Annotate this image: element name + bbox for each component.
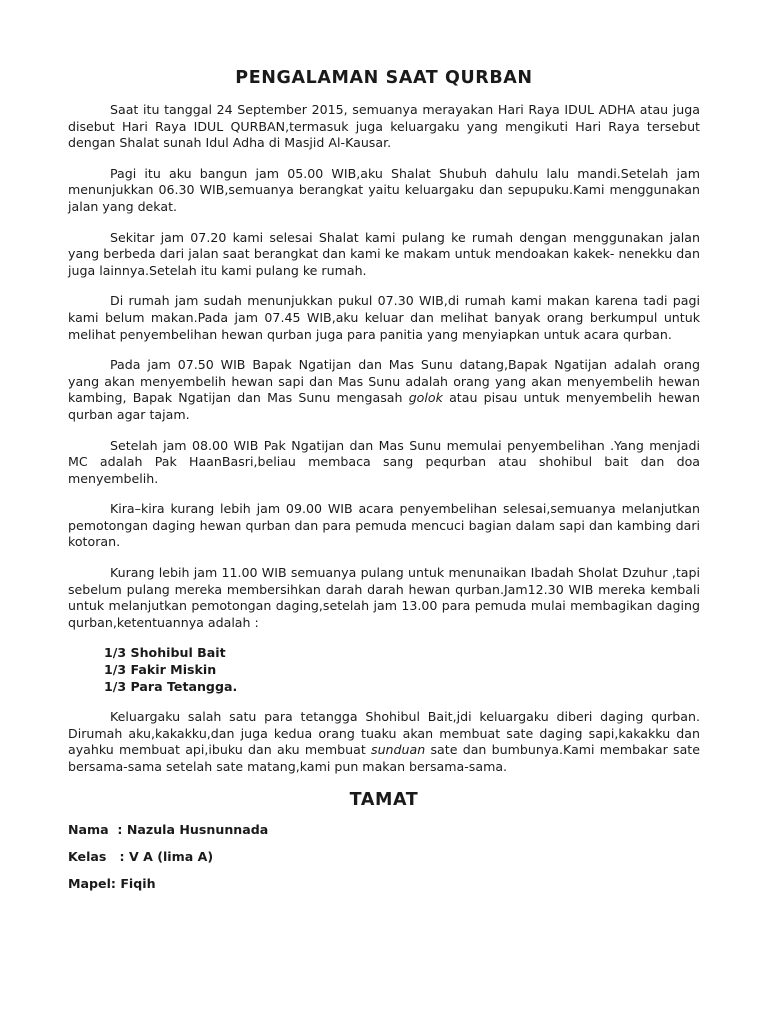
paragraph-1: Saat itu tanggal 24 September 2015, semuanya merayakan Hari Raya IDUL ADHA atau juga disebut Hari Raya IDUL QURBAN,termasuk juga keluargaku yang mengikuti Hari Raya tersebut dengan Shalat sunah Idul Adha di Masjid Al-Kausar.	[68, 102, 700, 151]
list-item: 1/3 Shohibul Bait	[104, 645, 226, 661]
paragraph-9-text-a: Keluargaku salah satu para tetangga Shohibul Bait,jdi keluargaku diberi daging qurban. Dirumah aku,kakakku,dan juga kedua orang tuaku akan membuat sate daging sapi,kakakku dan ayahku membuat api,ibuku dan aku membuat	[68, 709, 700, 758]
paragraph-5-text-a: Pada jam 07.50 WIB Bapak Ngatijan dan Mas Sunu datang,Bapak Ngatijan adalah orang yang akan menyembelih hewan sapi dan Mas Sunu adalah orang yang akan menyembelih hewan kambing, Bapak Ngatijan dan Mas Sunu mengasah	[68, 357, 700, 406]
paragraph-2: Pagi itu aku bangun jam 05.00 WIB,aku Shalat Shubuh dahulu lalu mandi.Setelah jam menunjukkan 06.30 WIB,semuanya berangkat yaitu keluargaku dan sepupuku.Kami menggunakan jalan yang dekat.	[68, 165, 700, 214]
paragraph-9-text-b: sate dan bumbunya.Kami membakar sate bersama-sama setelah sate matang,kami pun makan bersama-sama.	[68, 742, 700, 774]
paragraph-9	[68, 709, 700, 775]
paragraph-3: Sekitar jam 07.20 kami selesai Shalat kami pulang ke rumah dengan menggunakan jalan yang berbeda dari jalan saat berangkat dan kami ke makam untuk mendoakan kakek- nenekku dan juga lainnya.Setelah itu kami pulang ke rumah.	[68, 229, 700, 278]
paragraph-8: Kurang lebih jam 11.00 WIB semuanya pulang untuk menunaikan Ibadah Sholat Dzuhur ,tapi sebelum pulang mereka membersihkan darah darah hewan qurban.Jam12.30 WIB mereka kembali untuk melanjutkan pemotongan daging,setelah jam 13.00 para pemuda mulai membagikan daging qurban,ketentuannya adalah :	[68, 565, 700, 630]
distribution-list	[104, 645, 700, 695]
paragraph-5	[68, 357, 700, 423]
paragraph-6: Setelah jam 08.00 WIB Pak Ngatijan dan Mas Sunu memulai penyembelihan .Yang menjadi MC adalah Pak HaanBasri,beliau membaca sang pequrban atau shohibul bait dan doa menyembelih.	[68, 437, 700, 486]
list-item: 1/3 Fakir Miskin	[104, 662, 217, 678]
end-title: TAMAT	[349, 789, 419, 810]
paragraph-5-italic: golok	[408, 390, 443, 406]
paragraph-4: Di rumah jam sudah menunjukkan pukul 07.30 WIB,di rumah kami makan karena tadi pagi kami belum makan.Pada jam 07.45 WIB,aku keluar dan melihat banyak orang berkumpul untuk melihat penyembelihan hewan qurban juga para panitia yang menyiapkan untuk acara qurban.	[68, 293, 700, 342]
author-identity	[68, 822, 700, 892]
list-item: 1/3 Para Tetangga.	[104, 678, 238, 694]
paragraph-7: Kira–kira kurang lebih jam 09.00 WIB acara penyembelihan selesai,semuanya melanjutkan pemotongan daging hewan qurban dan para pemuda mencuci bagian dalam sapi dan kambing dari kotoran.	[68, 501, 700, 550]
paragraph-5-text-b: atau pisau untuk menyembelih hewan qurban agar tajam.	[68, 390, 701, 422]
document-title: PENGALAMAN SAAT QURBAN	[235, 68, 533, 88]
author-name: Nama : Nazula Husnunnada	[68, 821, 269, 837]
paragraph-9-italic: sunduan	[371, 742, 426, 758]
author-class: Kelas : V A (lima A)	[68, 848, 214, 864]
author-subject: Mapel: Fiqih	[68, 875, 156, 891]
